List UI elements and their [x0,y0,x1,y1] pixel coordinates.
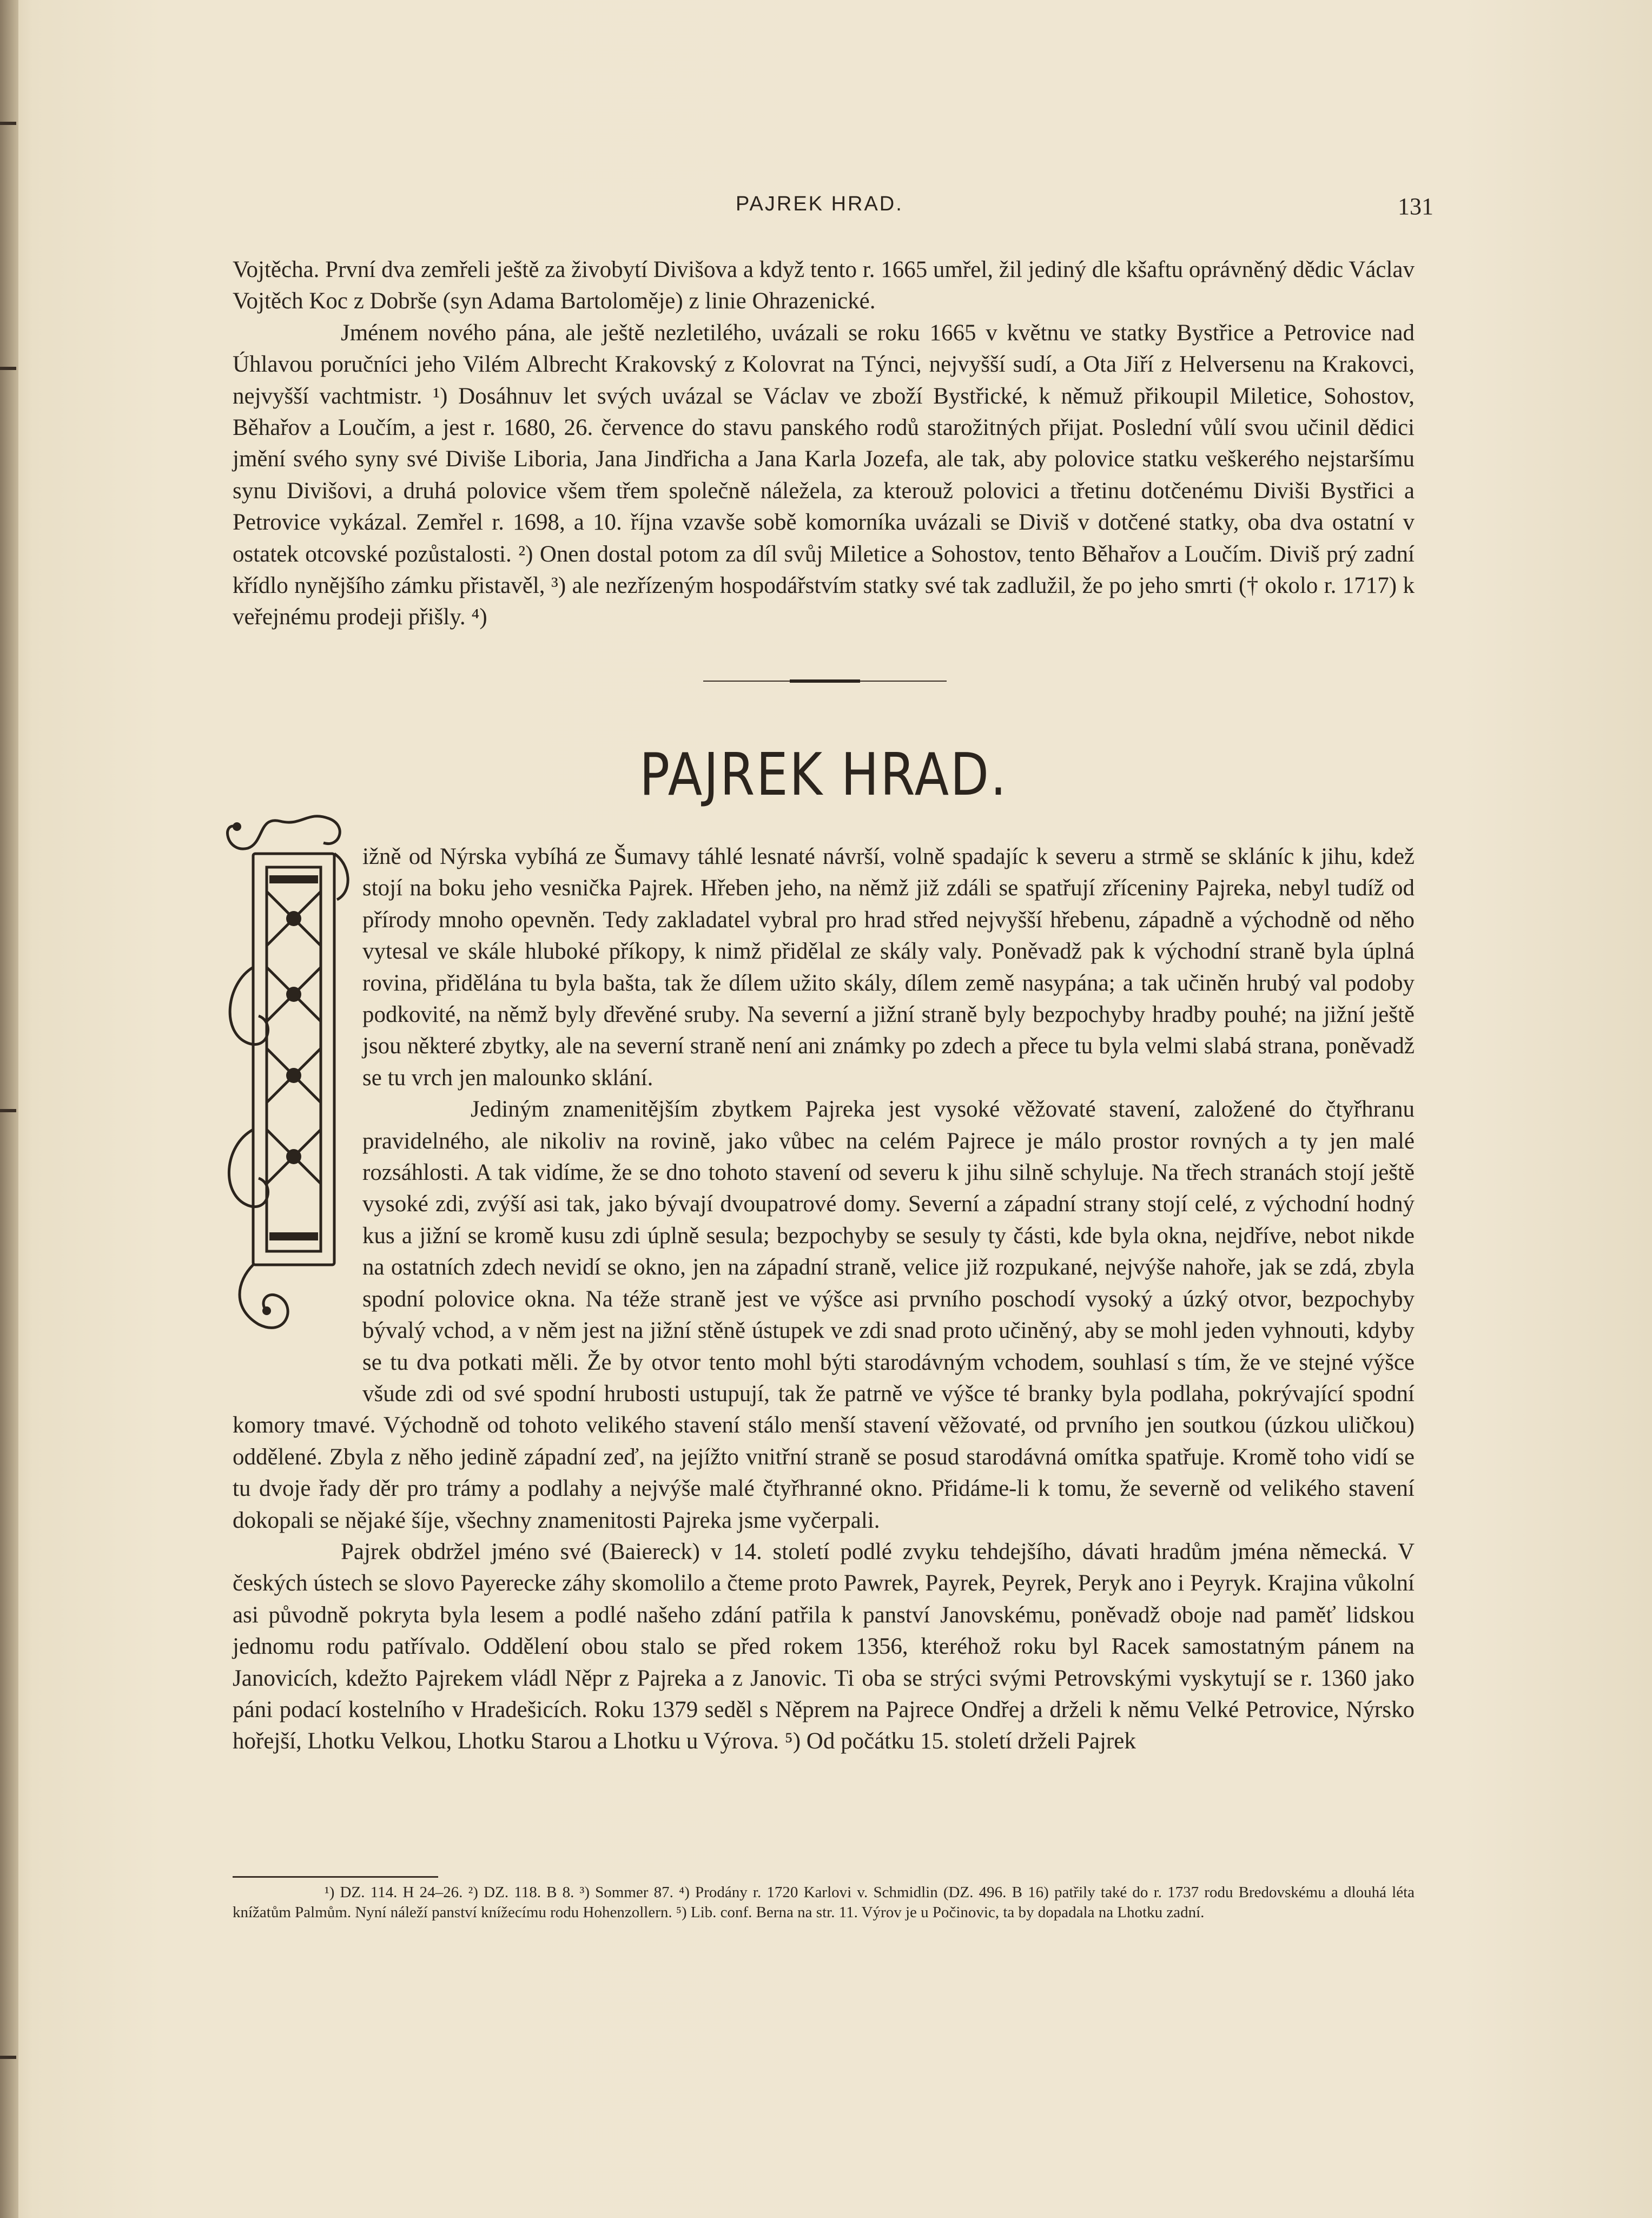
edge-mark [0,367,16,370]
running-title: PAJREK HRAD. [736,193,903,215]
running-head [233,193,1433,225]
section-divider [703,679,947,683]
footnote-rule [233,1876,438,1878]
edge-mark [0,2056,16,2059]
paragraph: Jménem nového pána, ale ještě nezletilého, uvázali se roku 1665 v květnu ve statky Bystřice a Petrovice nad Úhlavou poručníci jeho Vilém Albrecht Krakovský z Kolovrat na Týnci, nejvyšší sudí, a Ota Jiří z Helversenu na Krakovci, nejvyšší vachtmistr. ¹) Dosáhnuv let svých uvázal se Václav ve zboží Bystřické, k němuž přikoupil Miletice, Sohostov, Běhařov a Loučím, a jest r. 1680, 26. července do stavu panského rodů starožitných přijat. Poslední vůlí svou učinil dědici jmění svého syny své Diviše Liboria, Jana Jindřicha a Jana Karla Jozefa, ale tak, aby polovice statku veškerého nejstaršímu synu Divišovi, a druhá polovice všem třem společně náležela, za kterouž polovici a třetinu dotčenému Diviši Bystřici a Petrovice vykázal. Zemřel r. 1698, a 10. října vzavše sobě komorníka uvázali se Diviš v dotčené statky, oba dva ostatní v ostatek otcovské pozůstalosti. ²) Onen dostal potom za díl svůj Miletice a Sohostov, tento Běhařov a Loučím. Diviš prý zadní křídlo nynějšího zámku přistavěl, ³) ale nezřízeným hospodářstvím statky své tak zadlužil, že po jeho smrti († okolo r. 1717) k veřejnému prodeji přišly. ⁴) [233,320,1415,630]
page-number: 131 [1398,193,1433,220]
paragraph: Vojtěcha. První dva zemřeli ještě za živobytí Divišova a když tento r. 1665 umřel, žil jediný dle kšaftu oprávněný dědic Václav Vojtěch Koc z Dobrše (syn Adama Bartoloměje) z linie Ohrazenické. [233,257,1415,314]
initial-space [214,841,362,1388]
footnotes [233,1883,1415,1923]
edge-mark [0,122,16,125]
footnote: ¹) DZ. 114. H 24–26. ²) DZ. 118. B 8. ³) Sommer 87. ⁴) Prodány r. 1720 Karlovi v. Schmidlin (DZ. 496. B 16) patřily také do r. 1737 rodu Bredovskému a dlouhá léta knížatům Palmům. Nyní náleží panství knížecímu rodu Hohenzollern. ⁵) Lib. conf. Berna na str. 11. Výrov je u Počinovic, ta by dopadala na Lhotku zadní. [233,1884,1415,1921]
intro-text [233,254,1415,633]
edge-mark [0,1109,16,1112]
paragraph: ižně od Nýrska vybíhá ze Šumavy táhlé lesnaté návrší, volně spadajíc k severu a strmě se skláníc k jihu, kdež stojí na boku jeho vesnička Pajrek. Hřeben jeho, na němž již zdáli se spatřují zříceniny Pajreka, nebyl tudíž od přírody mnoho opevněn. Tedy zakladatel vybral pro hrad střed nejvyšší hřebenu, západně a východně od něho vytesal ve skále hluboké příkopy, k nimž přidělal ze skály valy. Poněvadž pak k východní straně byla úplná rovina, přidělána tu byla bašta, tak že dílem užito skály, dílem země nasypána; a tak učiněn hrubý val podoby podkovité, na němž byly dřevěné sruby. Na severní a jižní straně byly bezpochyby hradby pouhé; na jižní ještě jsou některé zbytky, ale na severní straně není ani známky po zdech a přece tu byla velmi slabá strana, poněvadž se tu vrch jen malounko sklání. [362,844,1415,1091]
paragraph: Pajrek obdržel jméno své (Baiereck) v 14. století podlé zvyku tehdejšího, dávati hradům jména německá. V českých ústech se slovo Payerecke záhy skomolilo a čteme proto Pawrek, Payrek, Peyrek, Peryk ano i Peyryk. Krajina vůkolní asi původně pokryta byla lesem a podlé našeho zdání patřila k panství Janovskému, poněvadž oboje nad paměť lidskou jednomu rodu patřívalo. Oddělení obou stalo se před rokem 1356, kteréhož roku byl Racek samostatným pánem na Janovicích, kdežto Pajrekem vládl Něpr z Pajreka a z Janovic. Ti oba se strýci svými Petrovskými vyskytují se r. 1360 jako páni podací kostelního v Hradešicích. Roku 1379 seděl s Něprem na Pajrece Ondřej a drželi k němu Velké Petrovice, Nýrsko hořejší, Lhotku Velkou, Lhotku Starou a Lhotku u Výrova. ⁵) Od počátku 15. století drželi Pajrek [233,1539,1415,1754]
chapter-title: PAJREK HRAD. [639,741,1008,809]
body-text [233,841,1415,1758]
paragraph: Jediným znamenitějším zbytkem Pajreka jest vysoké věžovaté stavení, založené do čtyřhranu pravidelného, ale nikoliv na rovině, jako vůbec na celém Pajrece je málo prostor rovných a ty jen malé rozsáhlosti. A tak vidíme, že se dno tohoto stavení od severu k jihu silně schyluje. Na třech stranách stojí ještě vysoké zdi, zvýší asi tak, jako bývají dvoupatrové domy. Severní a západní strany stojí celé, z východní hodný kus a jižní se kromě kusu zdi úplně sesula; bezpochyby se sesuly ty části, kde byla okna, nejdříve, nebot nikde na ostatních zdech nevidí se okno, jen na západní straně, velice již rozpukané, nejvýše nahoře, jak se zdá, zbyla spodní polovice okna. Na téže straně jest ve výšce asi prvního poschodí vysoký a úzký otvor, bezpochyby bývalý vchod, a v něm jest na jižní stěně ústupek ve zdi snad proto učiněný, aby se mohl jeden vyhnouti, kdyby se tu dva potkati měli. Že by otvor tento mohl býti starodávným vchodem, souhlasí s tím, že ve stejné výšce všude zdi od své spodní hrubosti ustupují, tak že patrně ve výšce té branky byla podlaha, pokrývající spodní komory tmavé. Východně od tohoto velikého stavení stálo menší stavení věžovaté, od prvního jen soutkou (úzkou uličkou) oddělené. Zbyla z něho jedině západní zeď, na jejížto vnitřní straně se posud starodávná omítka spatřuje. Kromě toho vidí se tu dvoje řady děr pro trámy a podlahy a nejvýše malé čtyřhranné okno. Přidáme-li k tomu, že severně od velikého stavení dokopali se nějaké šíje, všechny znamenitosti Pajreka jsme vyčerpali. [233,1097,1415,1533]
